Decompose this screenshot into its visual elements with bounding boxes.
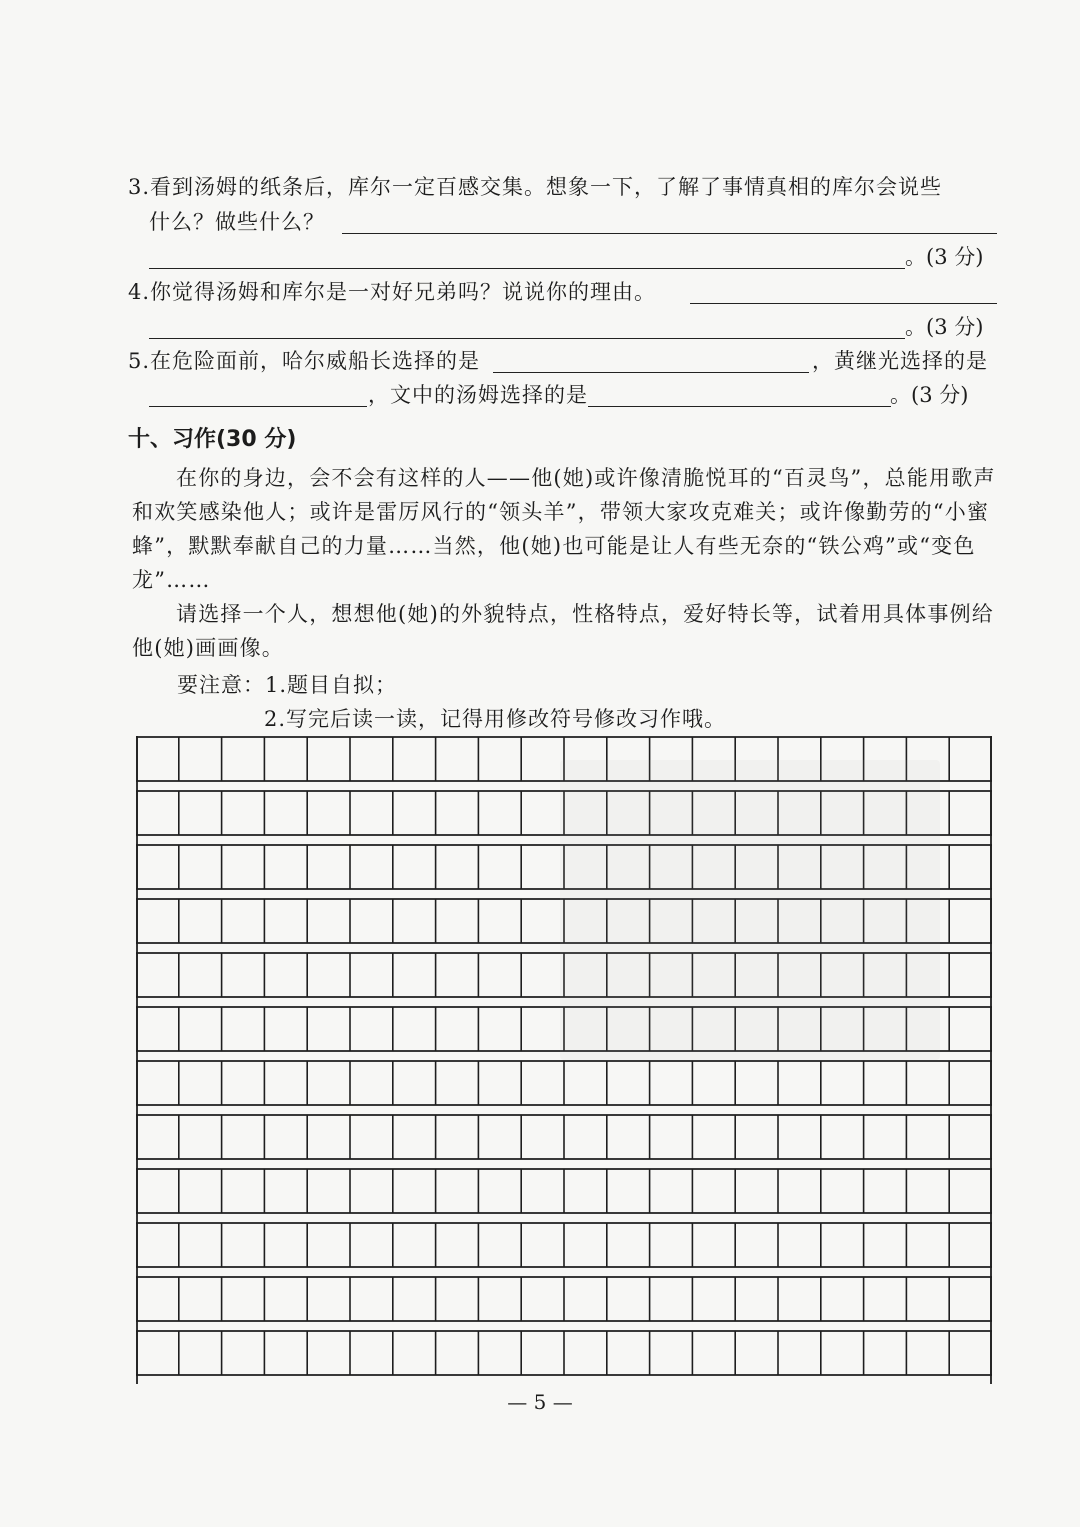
- question-4-answer-line-2[interactable]: [149, 338, 905, 339]
- question-3-score: 。(3 分): [905, 245, 984, 269]
- question-5-text-a: 5.在危险面前，哈尔威船长选择的是: [128, 349, 481, 373]
- composition-note-2: 2.写完后读一读，记得用修改符号修改习作哦。: [264, 707, 727, 731]
- composition-note-1: 要注意：1.题目自拟；: [177, 673, 398, 697]
- question-5-blank-tom[interactable]: [588, 406, 891, 407]
- question-5-text-c: ，文中的汤姆选择的是: [368, 383, 588, 407]
- question-4-answer-line-1[interactable]: [690, 303, 997, 304]
- question-3-text: 3.看到汤姆的纸条后，库尔一定百感交集。想象一下，了解了事情真相的库尔会说些: [128, 175, 943, 199]
- scan-shadow: [560, 760, 940, 1060]
- composition-prompt-paragraph-1: 在你的身边，会不会有这样的人——他(她)或许像清脆悦耳的“百灵鸟”，总能用歌声和欢笑感染他人；或许是雷厉风行的“领头羊”，带领大家攻克难关；或许像勤劳的“小蜜蜂”，默默奉献自己的力量……当然，他(她)也可能是让人有些无奈的“铁公鸡”或“变色龙”……: [132, 466, 996, 592]
- question-3-answer-line-1[interactable]: [342, 233, 997, 234]
- question-3-text-cont: 什么？做些什么？: [149, 210, 325, 234]
- question-5-text-b: ，黄继光选择的是: [812, 349, 988, 373]
- question-5-blank-captain[interactable]: [493, 372, 809, 373]
- page-number: — 5 —: [507, 1390, 573, 1414]
- composition-prompt-paragraph-2: 请选择一个人，想想他(她)的外貌特点，性格特点，爱好特长等，试着用具体事例给他(她)画画像。: [132, 602, 994, 660]
- question-3-answer-line-2[interactable]: [149, 268, 905, 269]
- question-5-score: 。(3 分): [890, 383, 969, 407]
- composition-title: 十、习作(30 分): [128, 427, 297, 452]
- question-4-score: 。(3 分): [905, 315, 984, 339]
- question-4-text: 4.你觉得汤姆和库尔是一对好兄弟吗？说说你的理由。: [128, 280, 657, 304]
- question-5-blank-huang[interactable]: [149, 406, 367, 407]
